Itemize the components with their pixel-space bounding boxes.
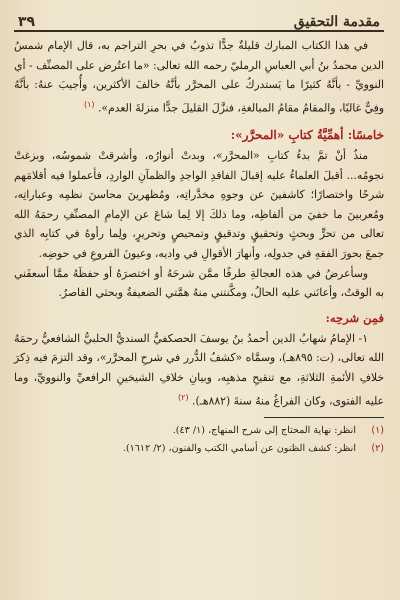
footnotes: [14, 422, 384, 458]
footnote: [14, 422, 384, 440]
paragraph-4: [14, 329, 384, 411]
section-label: خامسًا:: [347, 127, 384, 142]
header-title: مقدمة التحقيق: [293, 14, 380, 30]
page-number: ٣٩: [18, 14, 36, 30]
main-text: [14, 36, 384, 411]
paragraph-3: وسأعرضُ في هذه العجالةِ طرفًا ممَّن شرحَهُ أو اختصرَهُ أو حفظَهُ ممَّا أسعفَني به الوقتُ، وأعانَني عليه الحالُ، ومكَّنتني منهُ همَّتي الضعيفةُ وبحثي القاصرُ.: [14, 266, 384, 300]
paragraph-4-text: ١- الإمامُ شهابُ الدين أحمدُ بنُ يوسفَ الحصكفيُّ السنديُّ الحلبيُّ الشافعيُّ رحمَهُ الله تعالى، (ت: ٨٩٥هـ)، وسمَّاه «كشفُ الدُّرر في شرحِ المحرَّر»، وقد التزمَ فيه ذِكرَ خلافِ الأئمةِ الثلاثةِ، مع تنقيحِ مذهبِه، وبيانِ خلافِ الشيخينِ الرافعيِّ والنوويِّ، وما عليه الفتوى، وكان الفراغُ منهُ سنةَ (٨٨٢هـ).: [14, 331, 384, 408]
footnote-number: (١): [371, 424, 384, 436]
footnote-separator: [264, 417, 384, 418]
footnote-mark-2: (٢): [178, 392, 189, 402]
footnote-mark-1: (١): [83, 99, 95, 109]
paragraph-1-text: في هذا الكتاب المبارك قليلةٌ جدًّا تذوبُ في بحرِ التراجم به، قال الإمام شمسُ الدين محمدُ بنُ أبي العباسِ الرمليّ رحمه الله تعالى: «ما اعتُرض على المصنِّف - أي النوويِّ - بأنَّهُ كثيرًا ما يَستدركُ على المحرَّر بأنَّهُ خالفَ الأكثرين، وأُجيبَ عنهُ: بأنَّهُ وفِيٌّ غالبًا، والمقامُ مقامُ المبالغةِ، فنزَّلَ القليلَ جدًّا منزلةَ العدم».: [14, 39, 384, 115]
footnote: [14, 440, 384, 458]
running-header: [14, 8, 384, 32]
footnote-text: انظر: نهاية المحتاج إلى شرح المنهاج، (١/ ٤٣).: [172, 424, 356, 436]
paragraph-1: [14, 36, 384, 118]
footnote-text: انظر: كشف الظنون عن أسامي الكتب والفنون، (٢/ ١٦١٢).: [122, 442, 356, 454]
subheading: فمِن شرحِه:: [325, 310, 384, 325]
footnote-number: (٢): [371, 442, 384, 454]
paragraph-2: منذُ أنْ تمَّ بدءُ كتابِ «المحرَّر»، وبدتْ أنوارُه، وأشرقتْ شموسُه، وبزغتْ نجومُه... أقبلَ العلماءُ عليه إقبالَ الفاقدِ الواجدِ والظمآنِ الواردِ، فأعملوا فيه أقلامَهم شرحًا واختصارًا؛ كاشفينَ عن وجوهِ مخدَّراتِه، ومُظهرينَ محاسنَ نظمِه وعباراتِه، ومُعربينَ ما خفيَ من ألفاظِه، وما ذلكَ إلا لِما شاعَ عن الإمامِ المصنِّفِ رحمَهُ الله تعالى من تحرٍّ وبحثٍ وتحقيقٍ وتدقيقٍ وتمحيصٍ وتحريرٍ، ولِما رأوهُ في كتابِه الذي جمعَ بحورَ الفقهِ في جدولِه، وأنهارَ الأقوالِ في واديه، وعيونَ الفروعِ في حوضِه.: [14, 148, 384, 260]
section-title: أهمِّيَّةُ كتابِ «المحرَّر»:: [230, 127, 344, 142]
section-heading: [14, 124, 384, 146]
